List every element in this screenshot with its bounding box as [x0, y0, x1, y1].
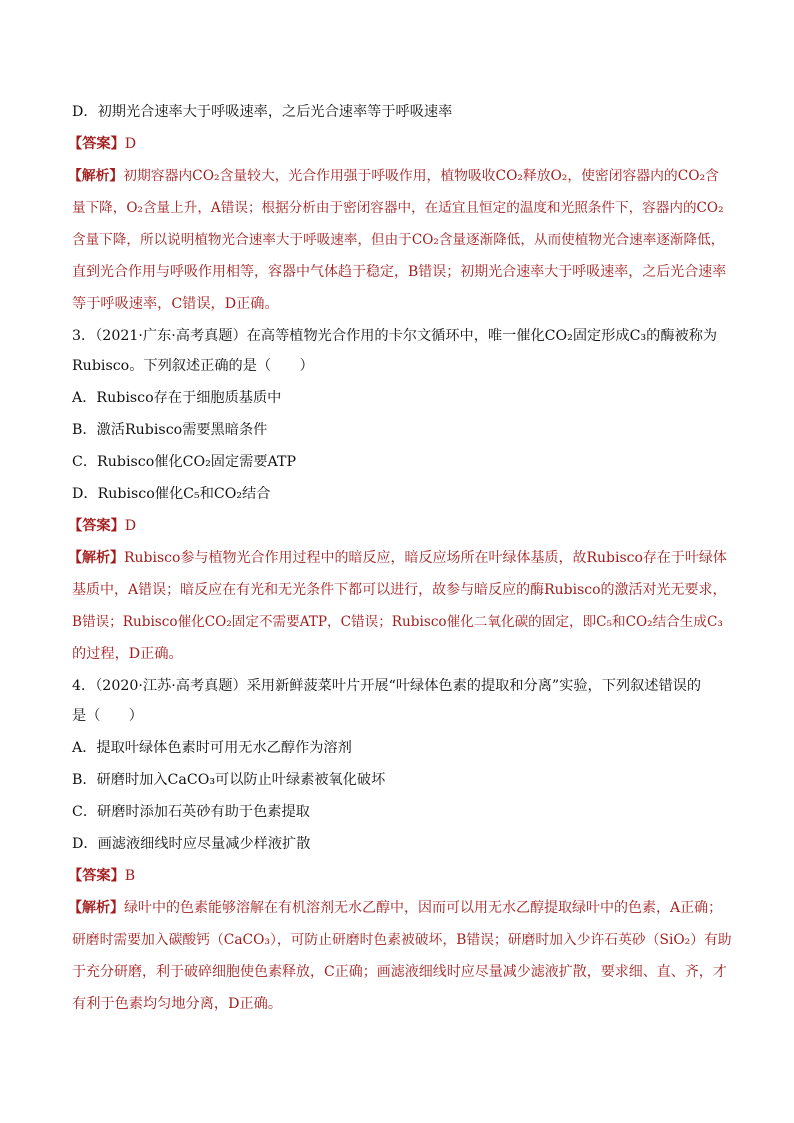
answer-value: B — [124, 868, 136, 884]
q2-analysis-line-5: 等于呼吸速率，C错误，D正确。 — [72, 296, 279, 312]
q4-analysis-line-1: 【解析】绿叶中的色素能够溶解在有机溶剂无水乙醇中，因而可以用无水乙醇提取绿叶中的色素，A正确； — [68, 900, 723, 916]
q3-analysis-line-1: 【解析】Rubisco参与植物光合作用过程中的暗反应，暗反应场所在叶绿体基质，故Rubisco存在于叶绿体 — [68, 550, 727, 566]
q3-analysis-line-4: 的过程，D正确。 — [72, 646, 183, 662]
answer-tag: 【答案】 — [68, 868, 125, 884]
q2-analysis-line-3: 含量下降，所以说明植物光合速率大于呼吸速率，但由于CO₂含量逐渐降低，从而使植物光合速率逐渐降低， — [72, 232, 725, 248]
q4-option-b: B．研磨时加入CaCO₃可以防止叶绿素被氧化破坏 — [72, 772, 386, 788]
answer-tag: 【答案】 — [68, 518, 125, 534]
analysis-tag: 【解析】 — [68, 900, 124, 916]
q3-option-c: C．Rubisco催化CO₂固定需要ATP — [72, 454, 297, 470]
q3-analysis-line-3: B错误；Rubisco催化CO₂固定不需要ATP，C错误；Rubisco催化二氧化碳的固定，即C₅和CO₂结合生成C₃ — [72, 614, 723, 630]
answer-value: D — [124, 518, 137, 534]
answer-value: D — [124, 136, 137, 152]
q4-option-d: D．画滤液细线时应尽量减少样液扩散 — [72, 836, 311, 852]
q2-analysis-line-4: 直到光合作用与呼吸作用相等，容器中气体趋于稳定，B错误；初期光合速率大于呼吸速率，之后光合速率 — [72, 264, 727, 280]
q3-analysis-line-2: 基质中，A错误；暗反应在有光和无光条件下都可以进行，故参与暗反应的酶Rubisco的激活对光无要求， — [72, 582, 727, 598]
q4-option-c: C．研磨时添加石英砂有助于色素提取 — [72, 804, 310, 820]
q4-analysis-line-4: 有利于色素均匀地分离，D正确。 — [72, 996, 283, 1012]
q4-analysis-line-2: 研磨时需要加入碳酸钙（CaCO₃），可防止研磨时色素被破坏，B错误；研磨时加入少许石英砂（SiO₂）有助 — [72, 932, 732, 948]
q4-option-a: A．提取叶绿体色素时可用无水乙醇作为溶剂 — [72, 740, 352, 756]
q3-option-b: B．激活Rubisco需要黑暗条件 — [72, 422, 268, 438]
q3-option-a: A．Rubisco存在于细胞质基质中 — [72, 390, 282, 406]
answer-tag: 【答案】 — [68, 136, 125, 152]
q3-answer — [68, 516, 136, 536]
q3-stem-line-2: Rubisco。下列叙述正确的是（ ） — [72, 358, 314, 374]
q3-stem-line-1: 3．（2021·广东·高考真题）在高等植物光合作用的卡尔文循环中，唯一催化CO₂固定形成C₃的酶被称为 — [72, 328, 718, 344]
q2-option-d: D．初期光合速率大于呼吸速率，之后光合速率等于呼吸速率 — [72, 104, 453, 120]
q4-answer — [68, 866, 135, 886]
q3-option-d: D．Rubisco催化C₅和CO₂结合 — [72, 486, 271, 502]
q2-analysis-line-2: 量下降，O₂含量上升，A错误；根据分析由于密闭容器中，在适宜且恒定的温度和光照条件下，容器内的CO₂ — [72, 200, 724, 216]
analysis-tag: 【解析】 — [68, 168, 124, 184]
q2-analysis-line-1: 【解析】初期容器内CO₂含量较大，光合作用强于呼吸作用，植物吸收CO₂释放O₂，使密闭容器内的CO₂含 — [68, 168, 719, 184]
q4-stem-line-1: 4．（2020·江苏·高考真题）采用新鲜菠菜叶片开展“叶绿体色素的提取和分离”实验，下列叙述错误的 — [72, 678, 702, 694]
q4-analysis-line-3: 于充分研磨，利于破碎细胞使色素释放，C正确；画滤液细线时应尽量减少滤液扩散，要求细、直、齐，才 — [72, 964, 727, 980]
q2-answer — [68, 134, 136, 154]
q4-stem-line-2: 是（ ） — [72, 708, 143, 724]
analysis-tag: 【解析】 — [68, 550, 124, 566]
